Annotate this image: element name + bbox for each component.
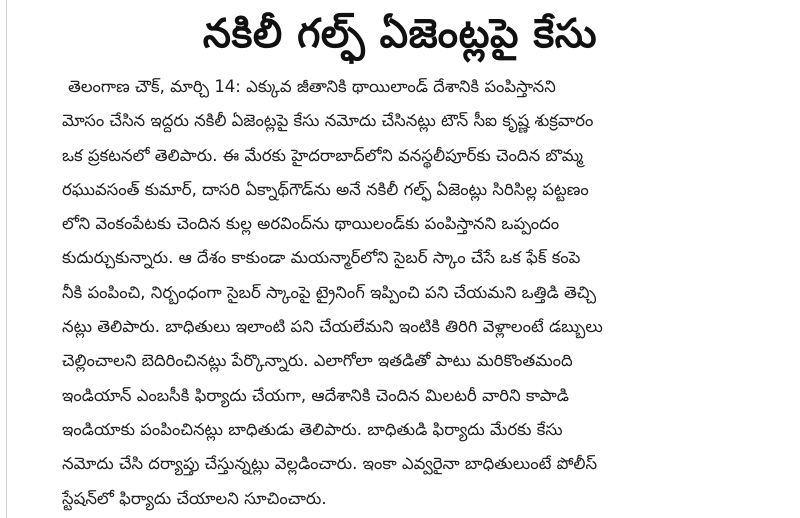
article-line: నీకి పంపించి, నిర్బంధంగా సైబర్ స్కాంపై ట్రైనింగ్ ఇప్పించి పని చేయమని ఒత్తిడి తెచ్చి [62,282,597,302]
article-line: మోసం చేసిన ఇద్దరు నకిలీ ఏజెంట్లపై కేసు నమోదు చేసినట్లు టౌన్ సీఐ కృష్ణ శుక్రవారం [62,111,594,131]
article-line: నమోదు చేసి దర్యాప్తు చేస్తున్నట్లు వెల్లడించారు. ఇంకా ఎవ్వరైనా బాధితులుంటే పోలీస్ [62,454,598,474]
article-line: రఘువసంత్ కుమార్, దాసరి ఏక్నాథ్‌గౌడ్‌ను అనే నకిలీ గల్ఫ్ ఏజెంట్లు సిరిసిల్ల పట్టణం [62,179,589,199]
article-line: లోని వెంకంపేటకు చెందిన కుల్ల అరవింద్‌ను థాయిలండ్‌కు పంపిస్తానని ఒప్పందం [62,214,560,234]
article-body [62,70,782,516]
column-divider [6,0,7,518]
article-line: తెలంగాణ చౌక్, మార్చి 14: ఎక్కువ జీతానికి థాయిలాండ్ దేశానికి పంపిస్తానని [68,77,556,96]
headline: నకిలీ గల్ఫ్ ఏజెంట్లపై కేసు [202,11,598,57]
article-line: చెల్లించాలని బెదిరించినట్లు పేర్కొన్నారు. ఎలాగోలా ఇతడితో పాటు మరికొంతమంది [62,351,573,371]
article-line: నట్లు తెలిపారు. బాధితులు ఇలాంటి పని చేయలేమని ఇంటికి తిరిగి వెళ్లాలంటే డబ్బులు [62,317,603,337]
article-line: ఇండియాన్ ఎంబసీకి ఫిర్యాదు చేయగా, ఆదేశానికి చెందిన మిలటరీ వారిని కాపాడి [62,385,569,405]
article-line: కుదుర్చుకున్నారు. ఆ దేశం కాకుండా మయన్మార్‌లోని సైబర్ స్కాం చేసే ఒక ఫేక్ కంపె [62,248,581,268]
article-line: స్టేషన్‌లో ఫిర్యాదు చేయాలని సూచించారు. [62,488,327,508]
article-line: ఇండియాకు పంపించినట్లు బాధితుడు తెలిపారు. బాధితుడి ఫిర్యాదు మేరకు కేసు [62,419,563,439]
article-line: ఒక ప్రకటనలో తెలిపారు. ఈ మేరకు హైదరాబాద్‌లోని వనస్థలీపూర్‌కు చెందిన బొమ్మ [62,145,584,165]
